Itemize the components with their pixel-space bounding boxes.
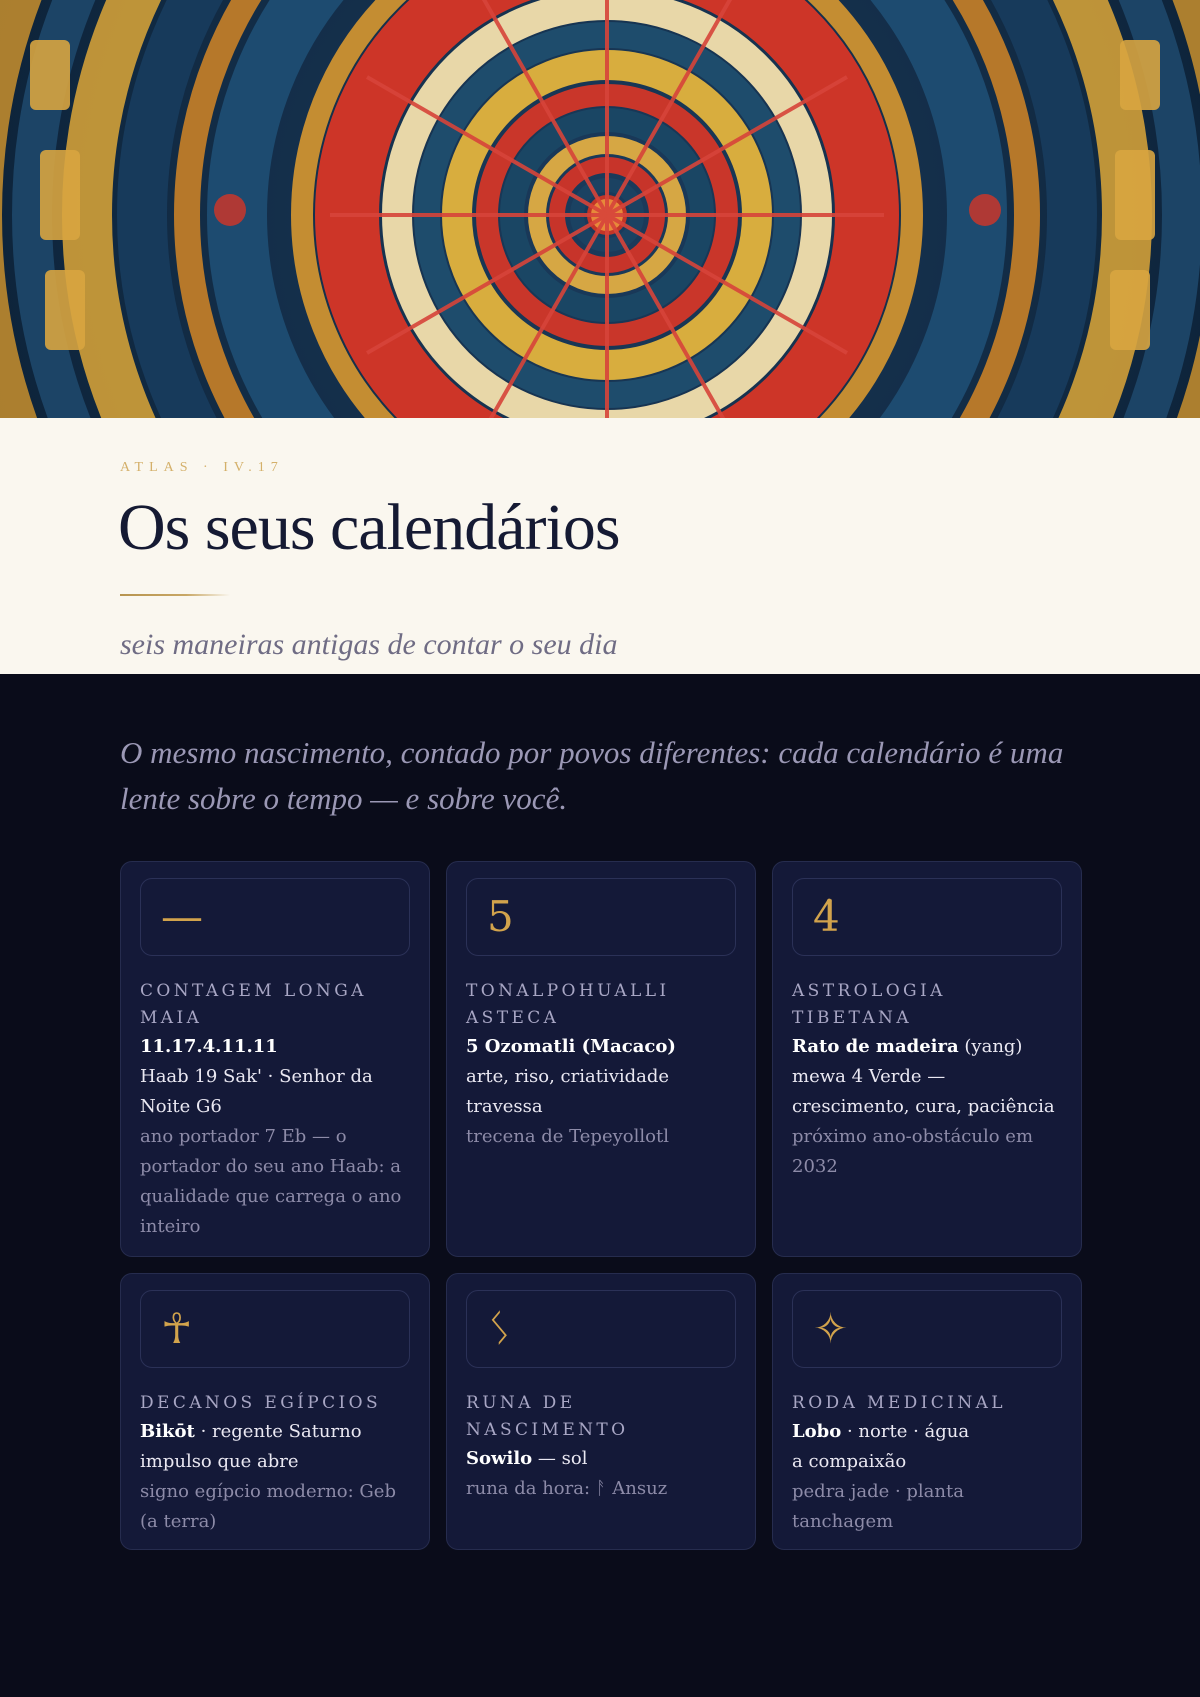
card-egyptian-decans[interactable] bbox=[120, 1273, 430, 1550]
aztec-number-five-icon: 5 bbox=[487, 892, 514, 941]
card-label: DECANOS EGÍPCIOS bbox=[140, 1393, 382, 1413]
card-tibetan-astrology[interactable] bbox=[772, 861, 1082, 1257]
card-primary: 11.17.4.11.11 bbox=[140, 1036, 278, 1057]
intro-text: O mesmo nascimento, contado por povos diferentes: cada calendário é uma lente sobre o tempo — e sobre você. bbox=[120, 735, 1064, 816]
card-secondary: a compaixão bbox=[792, 1451, 907, 1472]
hero-image bbox=[0, 0, 1200, 418]
card-note: pedra jade · planta tanchagem bbox=[792, 1481, 964, 1532]
card-maya-long-count[interactable] bbox=[120, 861, 430, 1257]
card-birth-rune[interactable] bbox=[446, 1273, 756, 1550]
four-point-star-icon: ✧ bbox=[813, 1304, 849, 1353]
glyph-frame bbox=[140, 1290, 410, 1368]
card-secondary: mewa 4 Verde — crescimento, cura, paciência bbox=[792, 1066, 1055, 1117]
page-title: Os seus calendários bbox=[118, 491, 620, 564]
card-secondary: arte, riso, criatividade travessa bbox=[466, 1066, 670, 1117]
glyph-frame bbox=[792, 1290, 1062, 1368]
page-subtitle: seis maneiras antigas de contar o seu dia bbox=[120, 628, 618, 661]
card-primary: Lobo · norte · água bbox=[792, 1421, 970, 1442]
card-primary: Sowilo — sol bbox=[466, 1448, 588, 1469]
glyph-frame bbox=[466, 878, 736, 956]
card-note: trecena de Tepeyollotl bbox=[466, 1126, 669, 1147]
eyebrow-label: ATLAS · IV.17 bbox=[120, 460, 284, 475]
card-label: CONTAGEM LONGA MAIA bbox=[140, 981, 367, 1028]
card-medicine-wheel[interactable] bbox=[772, 1273, 1082, 1550]
card-note: próximo ano-obstáculo em 2032 bbox=[792, 1126, 1034, 1177]
title-divider bbox=[120, 594, 230, 596]
card-note: runa da hora: ᚨ Ansuz bbox=[466, 1478, 668, 1499]
sowilo-rune-icon: ᛊ bbox=[487, 1304, 513, 1353]
card-label: ASTROLOGIA TIBETANA bbox=[792, 981, 946, 1028]
card-label: TONALPOHUALLI ASTECA bbox=[466, 981, 670, 1028]
card-primary: 5 Ozomatli (Macaco) bbox=[466, 1036, 676, 1057]
card-secondary: Haab 19 Sak' · Senhor da Noite G6 bbox=[140, 1066, 373, 1117]
card-note: signo egípcio moderno: Geb (a terra) bbox=[140, 1481, 396, 1532]
card-primary: Rato de madeira (yang) bbox=[792, 1036, 1023, 1057]
card-aztec-tonalpohualli[interactable] bbox=[446, 861, 756, 1257]
page-header bbox=[0, 418, 1200, 674]
zodiac-wheel-illustration bbox=[0, 0, 1200, 418]
card-primary: Bikōt · regente Saturno bbox=[140, 1421, 362, 1442]
ankh-icon: ☥ bbox=[161, 1304, 193, 1353]
glyph-frame bbox=[140, 878, 410, 956]
tibetan-numeral-icon: 4̇ bbox=[813, 892, 840, 941]
card-note: ano portador 7 Eb — o portador do seu ano Haab: a qualidade que carrega o ano inteiro bbox=[140, 1126, 402, 1237]
glyph-frame bbox=[466, 1290, 736, 1368]
glyph-frame bbox=[792, 878, 1062, 956]
card-label: RODA MEDICINAL bbox=[792, 1393, 1006, 1413]
card-secondary: impulso que abre bbox=[140, 1451, 299, 1472]
card-label: RUNA DE NASCIMENTO bbox=[466, 1393, 629, 1440]
maya-bar-numeral-icon: — bbox=[161, 892, 203, 941]
